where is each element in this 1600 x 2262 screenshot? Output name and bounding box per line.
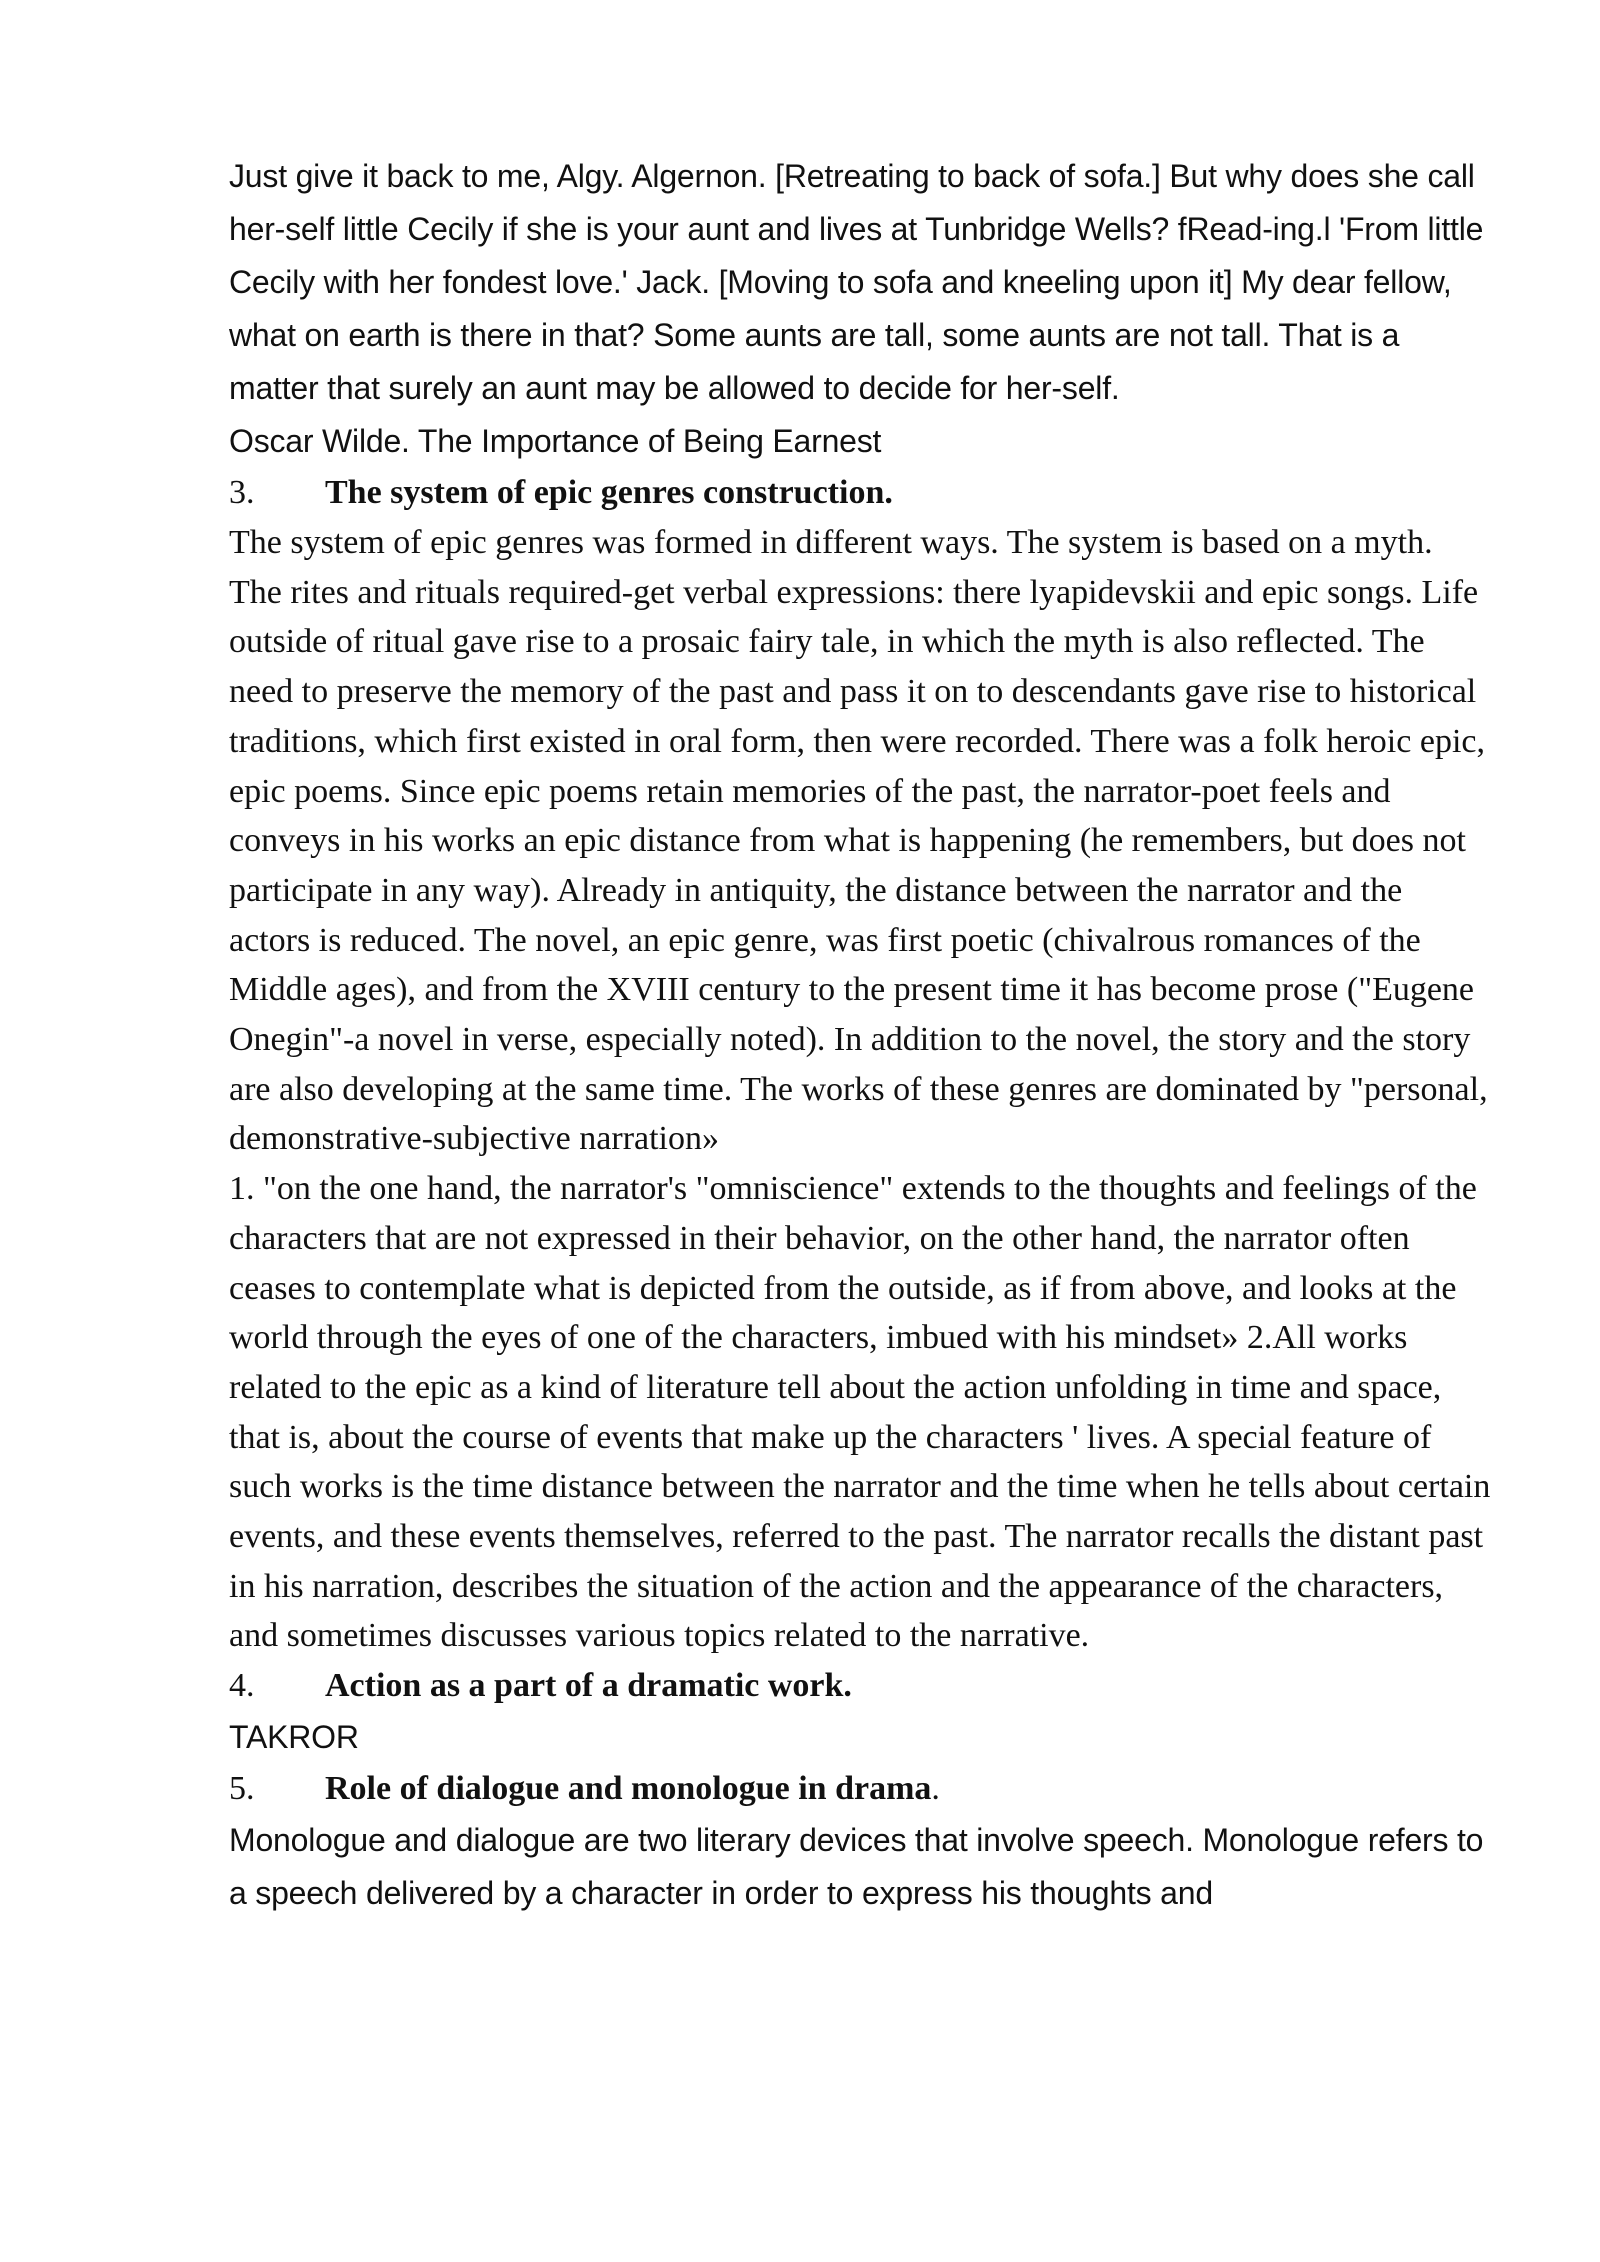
section-number: 3. (229, 474, 255, 511)
section-number: 5. (229, 1770, 255, 1808)
section-4-heading (229, 1661, 1491, 1711)
quote-paragraph: Just give it back to me, Algy. Algernon. [Retreating to back of sofa.] But why does she call her-self little Cecily if she is your aunt and lives at Tunbridge Wells? fRead-ing.l 'From little Cecily with her fondest love.' Jack. [Moving to sofa and kneeling upon it] My dear fellow, what on earth is there in that? Some aunts are tall, some aunts are not tall. That is a matter that surely an aunt may be allowed to decide for her-self. (229, 158, 1484, 406)
section-number: 4. (229, 1667, 255, 1705)
section-3-heading (229, 468, 1491, 518)
section-title: The system of epic genres construction. (325, 474, 893, 511)
section-5-heading (229, 1764, 1491, 1814)
quote-source: Oscar Wilde. The Importance of Being Earnest (229, 423, 882, 459)
section-3-points: 1. "on the one hand, the narrator's "omniscience" extends to the thoughts and feelings of the characters that are not expressed in their behavior, on the other hand, the narrator often ceases to contemplate what is depicted from the outside, as if from above, and looks at the world through the eyes of one of the characters, imbued with his mindset» 2.All works related to the epic as a kind of literature tell about the action unfolding in time and space, that is, about the course of events that make up the characters ' lives. A special feature of such works is the time distance between the narrator and the time when he tells about certain events, and these events themselves, referred to the past. The narrator recalls the distant past in his narration, describes the situation of the action and the appearance of the characters, and sometimes discusses various topics related to the narrative. (229, 1170, 1491, 1655)
section-3-body: The system of epic genres was formed in different ways. The system is based on a myth. The rites and rituals required-get verbal expressions: there lyapidevskii and epic songs. Life outside of ritual gave rise to a prosaic fairy tale, in which the myth is also reflected. The need to preserve the memory of the past and pass it on to descendants gave rise to historical traditions, which first existed in oral form, then were recorded. There was a folk heroic epic, epic poems. Since epic poems retain memories of the past, the narrator-poet feels and conveys in his works an epic distance from what is happening (he remembers, but does not participate in any way). Already in antiquity, the distance between the narrator and the actors is reduced. The novel, an epic genre, was first poetic (chivalrous romances of the Middle ages), and from the XVIII century to the present time it has become prose ("Eugene Onegin"-a novel in verse, especially noted). In addition to the novel, the story and the story are also developing at the same time. The works of these genres are dominated by "personal, demonstrative-subjective narration» (229, 524, 1488, 1158)
document-page (229, 150, 1491, 1920)
section-5-body: Monologue and dialogue are two literary devices that involve speech. Monologue refers to a speech delivered by a character in order to express his thoughts and (229, 1822, 1484, 1912)
section-title-period: . (931, 1770, 940, 1808)
section-4-note: TAKROR (229, 1719, 359, 1756)
section-title: Action as a part of a dramatic work. (325, 1667, 852, 1705)
section-title: Role of dialogue and monologue in drama (325, 1770, 932, 1808)
